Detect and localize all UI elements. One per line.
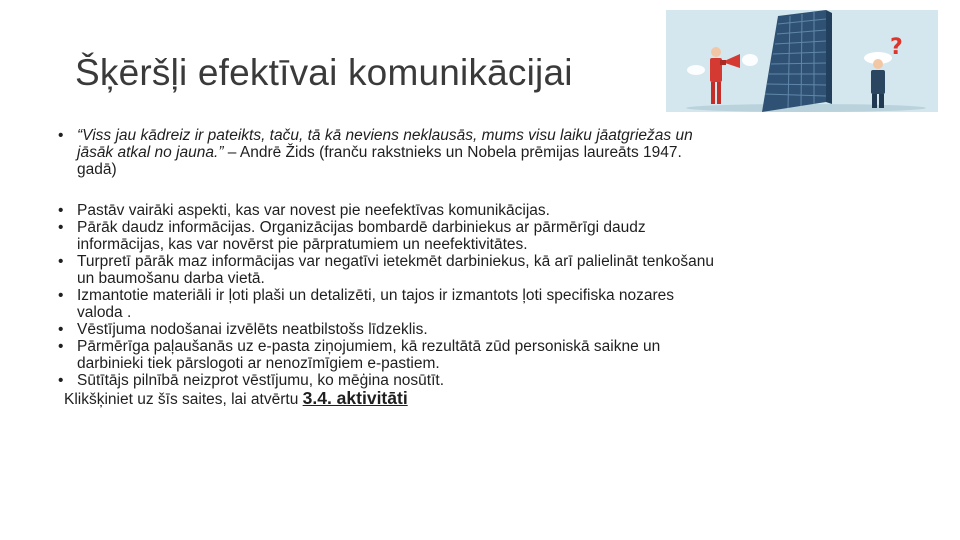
footer-text: Klikšķiniet uz šīs saites, lai atvērtu — [64, 391, 303, 408]
list-item: • Pastāv vairāki aspekti, kas var novest pie neefektīvas komunikācijas. — [58, 202, 718, 219]
list-item: • Izmantotie materiāli ir ļoti plaši un detalizēti, un tajos ir izmantots ļoti specifiska nozares valoda . — [58, 287, 718, 321]
illustration-graphic — [666, 10, 938, 112]
list-item: • Sūtītājs pilnībā neizprot vēstījumu, ko mēģina nosūtīt. — [58, 372, 718, 389]
list-item: • Vēstījuma nodošanai izvēlēts neatbilstošs līdzeklis. — [58, 321, 718, 338]
list-item: • Pārāk daudz informācijas. Organizācijas bombardē darbiniekus ar pārmērīgi daudz informācijas, kas var novērst pie pārpratumiem un neefektivitātes. — [58, 219, 718, 253]
activity-link[interactable]: 3.4. aktivitāti — [302, 388, 408, 408]
slide-title: Šķēršļi efektīvai komunikācijai — [75, 52, 573, 93]
bullet-list — [58, 127, 718, 389]
quote-text: “Viss jau kādreiz ir pateikts, taču, tā kā neviens neklausās, mums visu laiku jāatgriežas un jāsāk atkal no jauna.” — [77, 127, 693, 161]
communication-wall-illustration — [666, 10, 938, 112]
list-item: • Pārmērīga paļaušanās uz e-pasta ziņojumiem, kā rezultātā zūd personiskā saikne un darbinieki tiek pārslogoti ar nenozīmīgiem e-pastiem. — [58, 338, 718, 372]
question-mark-icon: ? — [890, 35, 903, 60]
slide-body — [58, 127, 718, 408]
quote-attribution: – Andrē Žids (franču rakstnieks un Nobela prēmijas laureāts 1947. gadā) — [77, 144, 682, 178]
list-item: • Turpretī pārāk maz informācijas var negatīvi ietekmēt darbiniekus, kā arī palielināt tenkošanu un baumošanu darba vietā. — [58, 253, 718, 287]
quote-item — [58, 127, 718, 178]
footer-line — [58, 390, 718, 408]
